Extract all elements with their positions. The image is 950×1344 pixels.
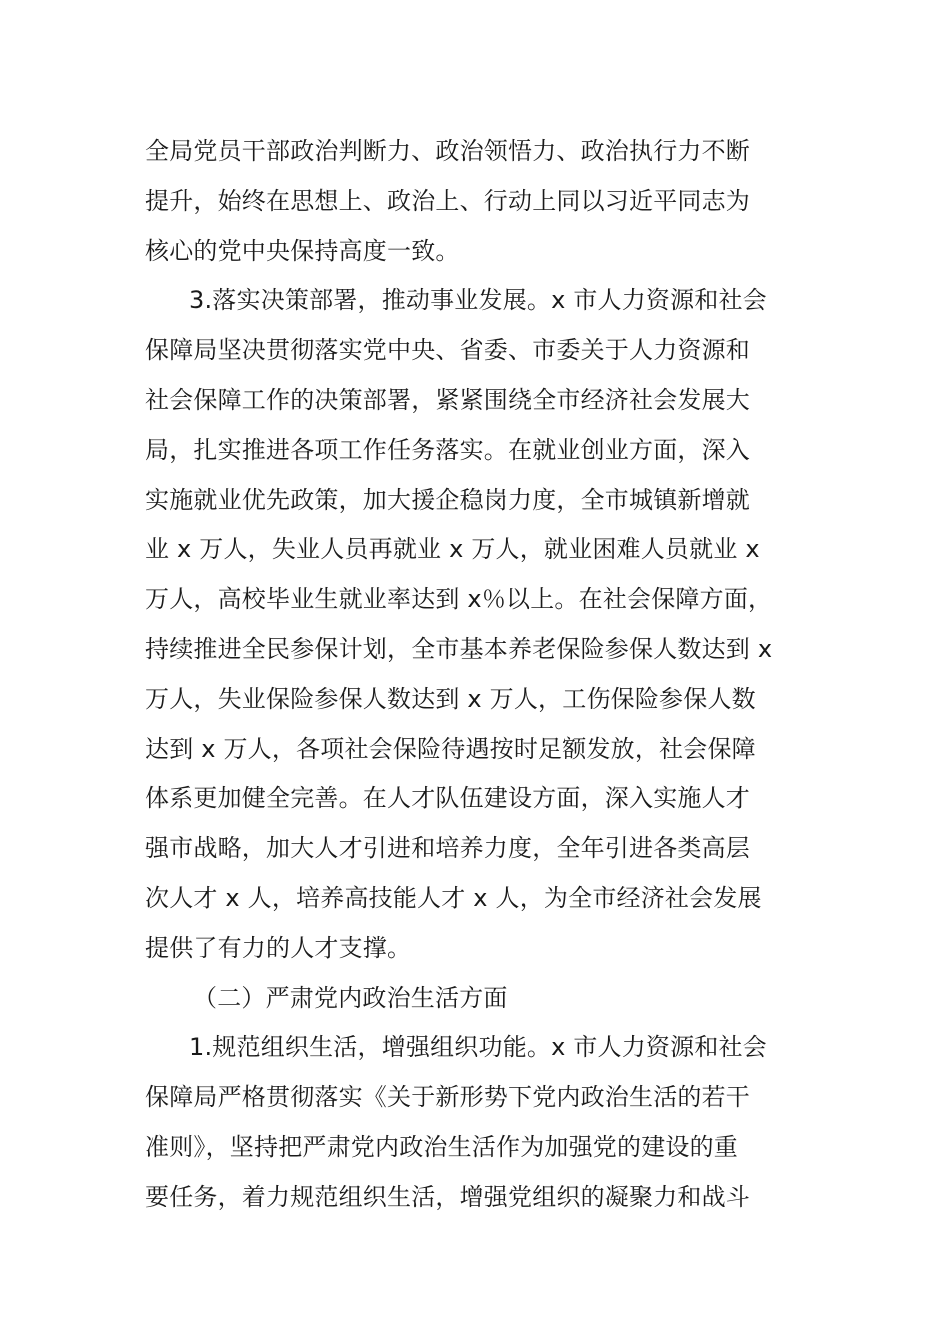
text-line: 全局党员干部政治判断力、政治领悟力、政治执行力不断 xyxy=(145,137,750,165)
text-line: 体系更加健全完善。在人才队伍建设方面，深入实施人才 xyxy=(145,784,750,813)
paragraph-start-line: 3.落实决策部署，推动事业发展。x 市人力资源和社会 xyxy=(189,286,767,315)
text-line: 保障局坚决贯彻落实党中央、省委、市委关于人力资源和 xyxy=(145,336,750,365)
body-text xyxy=(145,127,815,1223)
text-line: 提供了有力的人才支撑。 xyxy=(145,933,412,962)
text-line: 局，扎实推进各项工作任务落实。在就业创业方面，深入 xyxy=(145,435,750,464)
text-line: 社会保障工作的决策部署，紧紧围绕全市经济社会发展大 xyxy=(145,385,750,414)
text-line: 万人，失业保险参保人数达到 x 万人，工伤保险参保人数 xyxy=(145,684,756,713)
text-line: 核心的党中央保持高度一致。 xyxy=(145,236,460,265)
text-line: 保障局严格贯彻落实《关于新形势下党内政治生活的若干 xyxy=(145,1083,750,1112)
paragraph-start-line: 1.规范组织生活，增强组织功能。x 市人力资源和社会 xyxy=(189,1033,767,1062)
text-line: 强市战略，加大人才引进和培养力度，全年引进各类高层 xyxy=(145,834,750,863)
text-line: 要任务，着力规范组织生活，增强党组织的凝聚力和战斗 xyxy=(145,1182,750,1211)
text-line: 提升，始终在思想上、政治上、行动上同以习近平同志为 xyxy=(145,186,750,215)
text-line: 次人才 x 人，培养高技能人才 x 人，为全市经济社会发展 xyxy=(145,883,762,912)
section-heading: （二）严肃党内政治生活方面 xyxy=(193,983,508,1012)
text-line: 实施就业优先政策，加大援企稳岗力度，全市城镇新增就 xyxy=(145,485,750,514)
text-line: 万人，高校毕业生就业率达到 x％以上。在社会保障方面， xyxy=(145,585,773,614)
text-line: 达到 x 万人，各项社会保险待遇按时足额发放，社会保障 xyxy=(145,734,756,763)
text-line: 持续推进全民参保计划，全市基本养老保险参保人数达到 x xyxy=(145,634,773,663)
text-line: 业 x 万人，失业人员再就业 x 万人，就业困难人员就业 x xyxy=(145,535,760,564)
text-line: 准则》，坚持把严肃党内政治生活作为加强党的建设的重 xyxy=(145,1132,738,1161)
